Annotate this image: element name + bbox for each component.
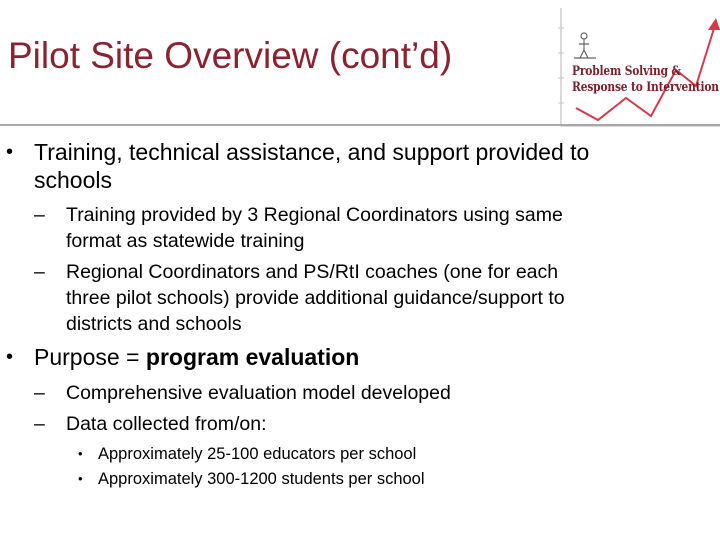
sub-bullet-line: format as statewide training: [66, 230, 305, 252]
dash-marker: –: [34, 413, 45, 435]
bullet-bold-text: program evaluation: [145, 344, 360, 370]
dash-marker: –: [34, 261, 45, 283]
bullet-text: [34, 343, 359, 371]
sub-bullet-line: Regional Coordinators and PS/RtI coaches (one for each: [66, 261, 559, 283]
bullet-line: schools: [34, 167, 112, 193]
bullet-marker: •: [78, 446, 83, 461]
logo-text-line2: Response to Intervention: [572, 80, 719, 95]
bullet-marker: •: [6, 346, 14, 368]
sub-bullet-line: Training provided by 3 Regional Coordinators using same: [66, 204, 563, 226]
dash-marker: –: [34, 382, 45, 404]
sub-sub-bullet-text: Approximately 300-1200 students per school: [98, 470, 425, 488]
person-icon: [574, 33, 596, 58]
dash-marker: –: [34, 204, 45, 226]
logo-text-line1: Problem Solving &: [572, 64, 681, 79]
bullet-marker: •: [6, 141, 14, 163]
bullet-marker: •: [78, 471, 83, 486]
bullet-text: [34, 138, 589, 194]
sub-sub-bullet-text: Approximately 25-100 educators per school: [98, 445, 417, 463]
slide-title: Pilot Site Overview (cont’d): [8, 35, 453, 76]
sub-bullet-text: [66, 202, 563, 254]
sub-bullet-text: [66, 259, 565, 337]
sub-bullet-text: Data collected from/on:: [66, 413, 267, 435]
title-divider: [0, 124, 720, 126]
sub-bullet-line: three pilot schools) provide additional guidance/support to: [66, 287, 565, 309]
bullet-line: Training, technical assistance, and support provided to: [34, 139, 590, 165]
sub-bullet-text: Comprehensive evaluation model developed: [66, 382, 451, 404]
sub-bullet-line: districts and schools: [66, 313, 242, 335]
bullet-prefix: Purpose =: [34, 344, 146, 370]
